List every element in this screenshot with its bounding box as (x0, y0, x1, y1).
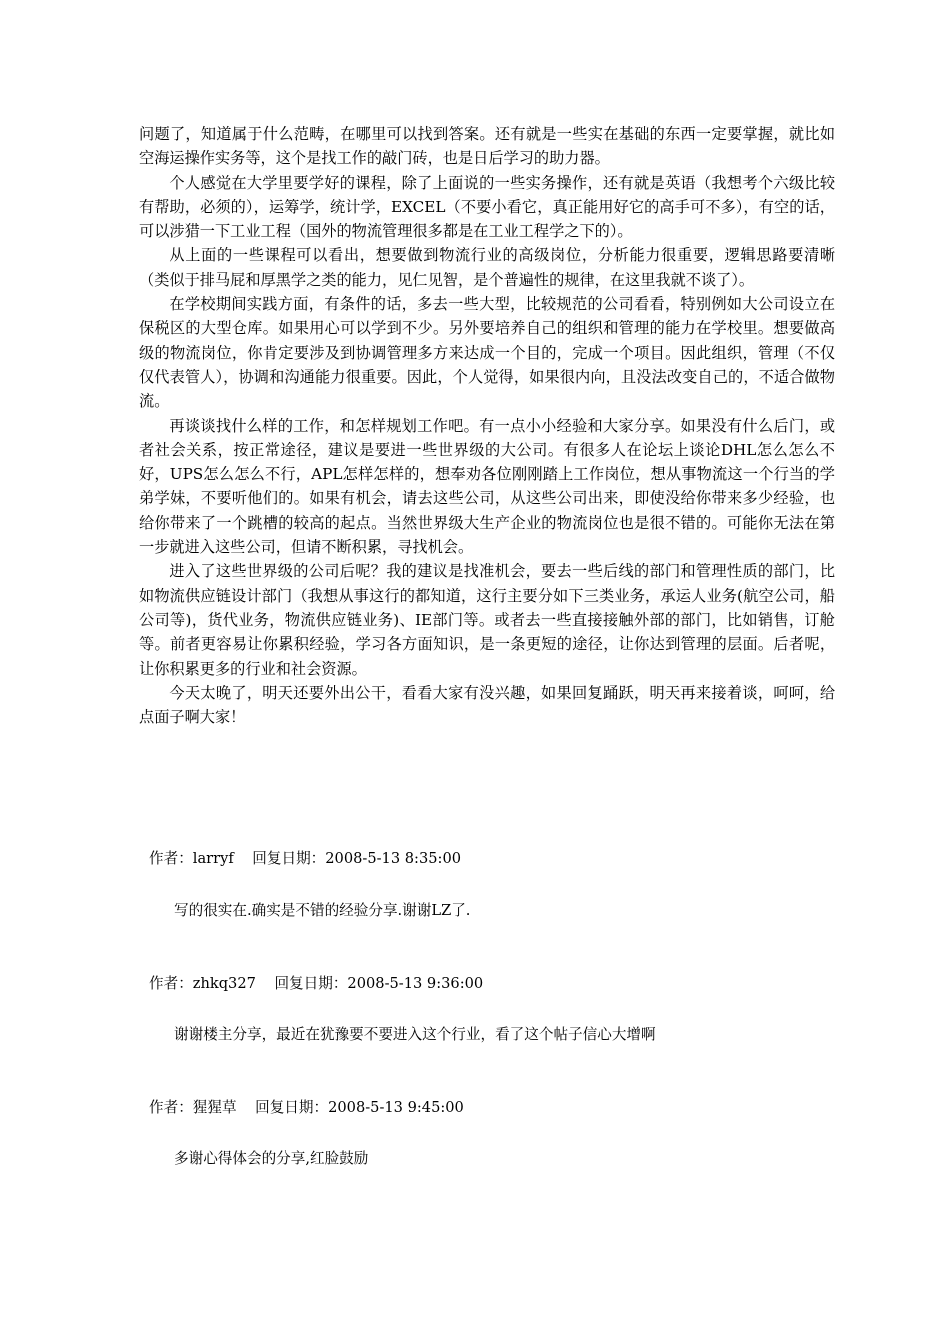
reply-author-date: 作者：zhkq327 回复日期：2008-5-13 9:36:00 (149, 975, 484, 992)
reply-author-date: 作者：猩猩草 回复日期：2008-5-13 9:45:00 (149, 1099, 464, 1116)
article-paragraph: 进入了这些世界级的公司后呢？我的建议是找准机会，要去一些后线的部门和管理性质的部门，比如物流供应链设计部门（我想从事这行的都知道，这行主要分如下三类业务，承运人业务(航空公司，船公司等)，货代业务，物流供应链业务)、IE部门等。或者去一些直接接触外部的部门，比如销售，订舱等。前者更容易让你累积经验，学习各方面知识，是一条更短的途径，让你达到管理的层面。后者呢，让你积累更多的行业和社会资源。 (139, 562, 835, 678)
reply-text: 谢谢楼主分享，最近在犹豫要不要进入这个行业，看了这个帖子信心大增啊 (174, 1026, 656, 1043)
article-paragraph: 个人感觉在大学里要学好的课程，除了上面说的一些实务操作，还有就是英语（我想考个六级比较有帮助，必须的），运筹学，统计学，EXCEL（不要小看它，真正能用好它的高手可不多），有空的话，可以涉猎一下工业工程（国外的物流管理很多都是在工业工程学之下的）。 (139, 173, 835, 241)
article-body (139, 122, 835, 729)
article-paragraph: 今天太晚了，明天还要外出公干，看看大家有没兴趣，如果回复踊跃，明天再来接着谈，呵呵，给点面子啊大家！ (139, 683, 835, 727)
reply-text: 多谢心得体会的分享,红脸鼓励 (174, 1150, 369, 1167)
article-paragraph: 从上面的一些课程可以看出，想要做到物流行业的高级岗位，分析能力很重要，逻辑思路要清晰（类似于排马屁和厚黑学之类的能力，见仁见智，是个普遍性的规律，在这里我就不谈了）。 (139, 246, 835, 289)
article-paragraph: 再谈谈找什么样的工作，和怎样规划工作吧。有一点小小经验和大家分享。如果没有什么后门，或者社会关系，按正常途径，建议是要进一些世界级的大公司。有很多人在论坛上谈论DHL怎么怎么不好，UPS怎么怎么不行，APL怎样怎样的，想奉劝各位刚刚踏上工作岗位，想从事物流这一个行当的学弟学妹，不要听他们的。如果有机会，请去这些公司，从这些公司出来，即使没给你带来多少经验，也给你带来了一个跳槽的较高的起点。当然世界级大生产企业的物流岗位也是很不错的。可能你无法在第一步就进入这些公司，但请不断积累，寻找机会。 (139, 416, 835, 557)
article-paragraph: 在学校期间实践方面，有条件的话，多去一些大型，比较规范的公司看看，特别例如大公司设立在保税区的大型仓库。如果用心可以学到不少。另外要培养自己的组织和管理的能力在学校里。想要做高级的物流岗位，你肯定要涉及到协调管理多方来达成一个目的，完成一个项目。因此组织，管理（不仅仅代表管人），协调和沟通能力很重要。因此，个人觉得，如果很内向，且没法改变自己的，不适合做物流。 (139, 295, 835, 411)
article-paragraph: 问题了，知道属于什么范畴，在哪里可以找到答案。还有就是一些实在基础的东西一定要掌握，就比如空海运操作实务等，这个是找工作的敲门砖，也是日后学习的助力器。 (139, 125, 835, 168)
reply-text: 写的很实在.确实是不错的经验分享.谢谢LZ了. (174, 902, 471, 919)
reply-author-date: 作者：larryf 回复日期：2008-5-13 8:35:00 (149, 850, 462, 867)
